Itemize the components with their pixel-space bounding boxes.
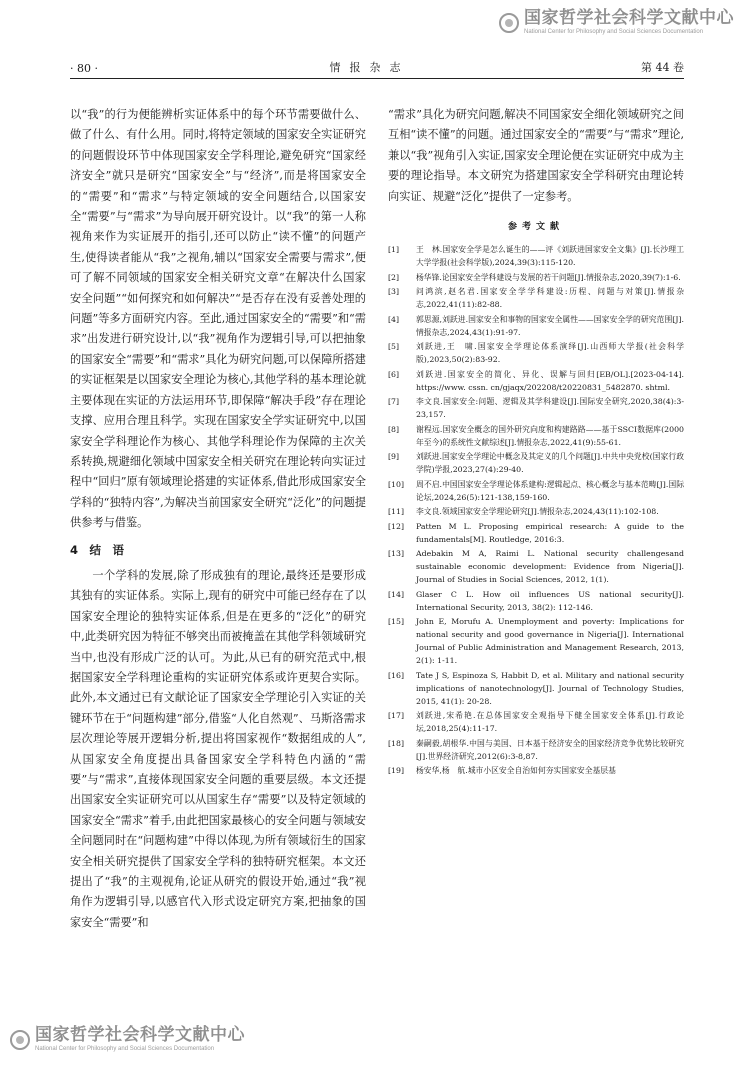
- reference-text: 郭思源,刘跃进.国家安全和事物的国家安全属性——国家安全学的研究范围[J].情报杂志,2024,43(1):91-97.: [416, 314, 684, 337]
- center-emblem-icon: [10, 1030, 30, 1050]
- reference-number: [1]: [388, 245, 400, 255]
- reference-text: 刘跃进.国家安全学理论中概念及其定义的几个问题[J].中共中央党校(国家行政学院)学报,2023,27(4):29-40.: [416, 452, 684, 475]
- reference-number: [11]: [388, 507, 405, 517]
- reference-item: [388, 478, 684, 504]
- reference-item: [388, 764, 684, 777]
- reference-text: 问鸿滨,赵名君.国家安全学学科建设:历程、问题与对策[J].情报杂志,2022,41(11):82-88.: [416, 287, 684, 310]
- reference-item: [388, 423, 684, 449]
- reference-item: [388, 737, 684, 763]
- reference-number: [18]: [388, 738, 405, 748]
- reference-item: [388, 340, 684, 366]
- logo-name-cn: 国家哲学社会科学文献中心: [35, 1025, 245, 1045]
- reference-number: [10]: [388, 479, 405, 489]
- reference-number: [5]: [388, 342, 400, 352]
- right-column: [388, 105, 684, 779]
- reference-item: [388, 615, 684, 667]
- reference-number: [3]: [388, 287, 400, 297]
- reference-text: Patten M L. Proposing empirical research: A guide to the fundamentals[M]. Routledge, 2016:3.: [416, 521, 684, 544]
- reference-item: [388, 395, 684, 421]
- reference-text: Tate J S, Espinoza S, Habbit D, et al. Military and national security implications of nanotechnology[J]. Journal of Technology Studies, 2015, 41(1): 20-28.: [416, 670, 684, 706]
- logo-name-cn: 国家哲学社会科学文献中心: [524, 8, 734, 28]
- reference-item: [388, 271, 684, 284]
- reference-number: [16]: [388, 670, 405, 680]
- reference-text: 王 林.国家安全学是怎么诞生的——评《刘跃进国家安全文集》[J].长沙理工大学学报(社会科学版),2024,39(3):115-120.: [416, 245, 684, 268]
- reference-text: 李文良.领域国家安全学理论研究[J].情报杂志,2024,43(11):102-108.: [416, 507, 659, 517]
- page-number: · 80 ·: [70, 62, 98, 75]
- body-paragraph: 以“我”的行为便能辨析实证体系中的每个环节需要做什么、做了什么、有什么用。同时,将特定领域的国家安全实证研究的问题假设环节中体现国家安全学科理论,避免研究“国家经济安全”就只是研究“国家安全”与“经济”,而是将国家安全的“需要”和“需求”与特定领域的安全问题结合,以国家安全“需要”与“需求”为导向展开研究设计。以“我”的第一人称视角来作为实证展开的指引,还可以防止“读不懂”的问题产生,使得读者能从“我”之视角,辅以“国家安全需要与需求”,便可了解不同领域的国家安全相关研究文章“在解决什么国家安全问题”“如何探究和如何解决”“是否存在没有妥善处理的问题”等多方面研究内容。至此,通过国家安全的“需要”和“需求”出发进行研究设计,以“我”视角作为逻辑引导,可以把抽象的国家安全“需要”和“需求”具化为研究问题,可以保障所搭建的实证框架是以国家安全理论为核心,其他学科的基本理论就主要体现在实证的方法运用环节,即保障“解决手段”存在理论支撑、应用合理且科学。实现在国家安全学实证研究中,以国家安全学科理论作为核心、其他学科理论作为保障的主次关系转换,规避细化领域中国家安全相关研究在理论转向实证过程中“回归”原有领域理论搭建的实证体系,借此形成国家安全学科的“独特内容”,为解决当前国家安全研究“泛化”的问题提供参考与借鉴。: [70, 108, 366, 530]
- reference-number: [7]: [388, 397, 400, 407]
- reference-item: [388, 669, 684, 708]
- reference-item: [388, 505, 684, 518]
- reference-item: [388, 588, 684, 614]
- reference-item: [388, 285, 684, 311]
- logo-name-en: National Center for Philosophy and Social Sciences Documentation: [35, 1046, 215, 1052]
- reference-number: [4]: [388, 314, 400, 324]
- reference-number: [17]: [388, 711, 405, 721]
- reference-text: 杨安华,杨 航.城市小区安全自治如何夯实国家安全基层基: [416, 766, 616, 776]
- reference-text: 刘跃进,王 啸.国家安全学理论体系演绎[J].山西师大学报(社会科学版),2023,50(2):83-92.: [416, 342, 684, 365]
- reference-text: 李文良.国家安全:问题、逻辑及其学科建设[J].国际安全研究,2020,38(4):3-23,157.: [416, 397, 684, 420]
- body-paragraph: “需求”具化为研究问题,解决不同国家安全细化领域研究之间互相“读不懂”的问题。通过国家安全的“需要”与“需求”理论,兼以“我”视角引入实证,国家安全理论便在实证研究中成为主要的理论指导。本文研究为搭建国家安全学科研究由理论转向实证、规避“泛化”提供了一定参考。: [388, 108, 684, 203]
- center-logo-bottom: [10, 1027, 245, 1052]
- reference-number: [2]: [388, 272, 400, 282]
- center-logo-top: [499, 10, 734, 35]
- reference-number: [8]: [388, 424, 400, 434]
- reference-item: [388, 450, 684, 476]
- references-heading: 参考文献: [507, 222, 564, 233]
- reference-text: Glaser C L. How oil influences US national security[J]. International Security, 2013, 38(2): 112-146.: [416, 589, 684, 612]
- reference-text: 杨华锋.论国家安全学科建设与发展的若干问题[J].情报杂志,2020,39(7):1-6.: [416, 272, 681, 282]
- reference-item: [388, 520, 684, 546]
- reference-number: [14]: [388, 589, 405, 599]
- reference-item: [388, 709, 684, 735]
- reference-text: 谢程远.国家安全概念的国外研究向度和构建路路——基于SSCI数据库(2000年至今)的系统性文献综述[J].情报杂志,2022,41(9):55-61.: [416, 424, 684, 447]
- section-heading-conclusion: 4 结 语: [70, 542, 125, 557]
- reference-text: John E, Morufu A. Unemployment and poverty: Implications for national security and good governance in Nigeria[J]. International Journal of Public Administration and Management Research, 2013, 2(1): 1-11.: [416, 617, 684, 666]
- body-paragraph: 一个学科的发展,除了形成独有的理论,最终还是要形成其独有的实证体系。实际上,现有的研究中可能已经存在了以国家安全理论的独特实证体系,但是在更多的“泛化”的研究中,此类研究因为特征不够突出而被掩盖在其他学科领域研究当中,也没有形成广泛的认可。为此,从已有的研究范式中,根据国家安全学科理论重构的实证研究体系或许更契合实际。此外,本文通过已有文献论证了国家安全学理论引入实证的关键环节在于“问题构建”部分,借鉴“人化自然观”、马斯洛需求层次理论等展开逻辑分析,提出将国家视作“数据组成的人”,从国家安全角度提出具备国家安全学科特色内涵的“需要”与“需求”,直接体现国家安全问题的重要层级。本文还提出国家安全实证研究可以从国家生存“需要”以及特定领域的国家安全“需求”着手,由此把国家最核心的安全问题与领域安全问题同时在“问题构建”中得以体现,为所有领域衍生的国家安全相关研究提供了国家安全学科的独特研究框架。本文还提出了“我”的主观视角,论证从研究的假设开始,通过“我”视角作为逻辑引导,以感官代入形式设定研究方案,把抽象的国家安全“需要”和: [70, 568, 366, 929]
- page-header: [70, 55, 684, 79]
- journal-name: 情报杂志: [329, 61, 410, 74]
- reference-number: [15]: [388, 617, 405, 627]
- reference-text: 刘跃进,宋希艳.在总体国家安全观指导下健全国家安全体系[J].行政论坛,2018,25(4):11-17.: [416, 711, 684, 734]
- reference-text: Adebakin M A, Raimi L. National security challengesand sustainable economic development: Evidence from Nigeria[J]. Journal of Studies in Social Sciences, 2012, 1(1).: [416, 549, 684, 585]
- reference-number: [9]: [388, 452, 400, 462]
- volume-number: 第 44 卷: [640, 61, 684, 74]
- reference-text: 周不启.中国国家安全学理论体系建构:逻辑起点、核心概念与基本范畴[J].国际论坛,2024,26(5):121-138,159-160.: [416, 479, 684, 502]
- reference-list: [388, 243, 684, 777]
- reference-text: 秦嗣毅,胡根华.中国与美国、日本基于经济安全的国家经济竞争优势比较研究[J].世界经济研究,2012(6):3-8,87.: [416, 738, 684, 761]
- reference-item: [388, 243, 684, 269]
- reference-item: [388, 313, 684, 339]
- center-emblem-icon: [499, 13, 519, 33]
- reference-item: [388, 547, 684, 586]
- reference-text: 刘跃进.国家安全的简化、异化、误解与回归[EB/OL].[2023-04-14]. https://www. cssn. cn/gjaqx/202208/t20220831_5482870. shtml.: [416, 369, 684, 392]
- logo-name-en: National Center for Philosophy and Social Sciences Documentation: [524, 29, 704, 35]
- reference-item: [388, 368, 684, 394]
- reference-number: [12]: [388, 521, 405, 531]
- reference-number: [6]: [388, 369, 400, 379]
- reference-number: [13]: [388, 549, 405, 559]
- reference-number: [19]: [388, 766, 405, 776]
- left-column: [70, 105, 366, 933]
